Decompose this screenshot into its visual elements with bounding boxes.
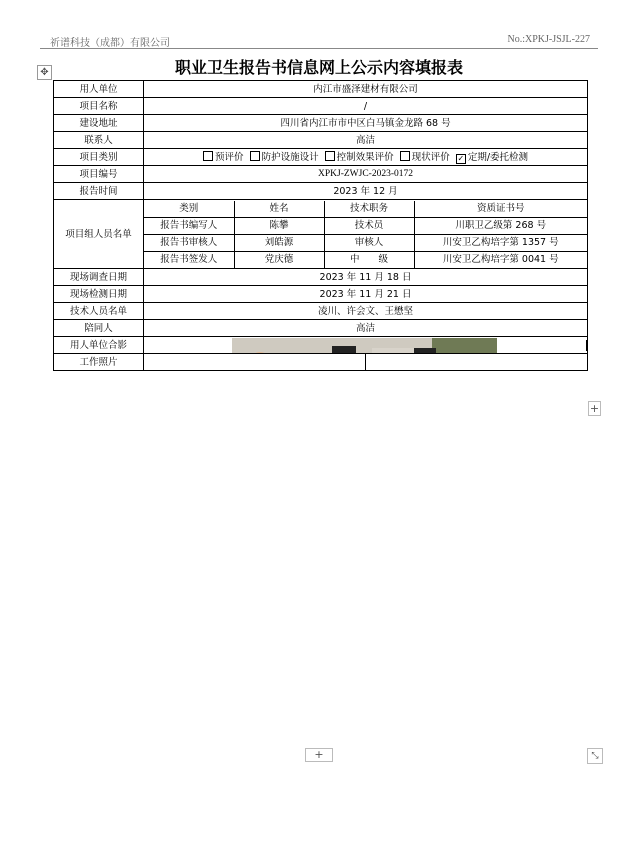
header-doc-number: No.:XPKJ-JSJL-227 [507, 34, 590, 45]
checkbox-icon[interactable] [203, 151, 213, 161]
escort-value[interactable]: 高洁 [144, 320, 588, 337]
team-header-row [144, 201, 587, 218]
category-option[interactable]: 控制效果评价 [322, 152, 394, 163]
project-name-label: 项目名称 [54, 98, 144, 115]
category-option[interactable]: 现状评价 [397, 152, 450, 163]
category-option[interactable]: ✓ 定期/委托检测 [457, 151, 529, 163]
team-cell[interactable]: 报告书编写人 [144, 217, 234, 234]
project-no-label: 项目编号 [54, 166, 144, 183]
team-label: 项目组人员名单 [54, 200, 144, 269]
team-header: 技术职务 [324, 201, 414, 218]
table-row [54, 269, 588, 286]
team-subtable-cell [144, 200, 588, 269]
team-cell[interactable]: 党庆德 [234, 251, 324, 268]
add-row-plus-icon[interactable]: + [305, 748, 333, 762]
header-divider [40, 48, 598, 49]
group-photo-label: 用人单位合影 [54, 337, 144, 354]
table-row [54, 320, 588, 337]
document-title: 职业卫生报告书信息网上公示内容填报表 [174, 58, 463, 77]
header-company: 祈谱科技（成都）有限公司 [50, 38, 170, 49]
contact-value[interactable]: 高洁 [144, 132, 588, 149]
table-row [54, 98, 588, 115]
team-cell[interactable]: 技术员 [324, 217, 414, 234]
table-resize-icon[interactable]: ⤡ [587, 748, 603, 764]
escort-label: 陪同人 [54, 320, 144, 337]
table-row [54, 132, 588, 149]
project-name-value[interactable]: / [144, 98, 588, 115]
table-row [54, 337, 588, 354]
report-time-label: 报告时间 [54, 183, 144, 200]
test-date-value[interactable]: 2023 年 11 月 21 日 [144, 286, 588, 303]
report-time-value[interactable]: 2023 年 12 月 [144, 183, 588, 200]
address-value[interactable]: 四川省内江市市中区白马镇金龙路 68 号 [144, 115, 588, 132]
table-row [54, 354, 588, 371]
category-options [144, 149, 588, 166]
team-row [144, 234, 587, 251]
team-cell[interactable]: 刘皓源 [234, 234, 324, 251]
employer-value[interactable]: 内江市盛泽建材有限公司 [144, 81, 588, 98]
survey-date-value[interactable]: 2023 年 11 月 18 日 [144, 269, 588, 286]
team-cell[interactable]: 川职卫乙级第 268 号 [414, 217, 587, 234]
table-row [54, 166, 588, 183]
team-cell[interactable]: 中 级 [324, 251, 414, 268]
team-header: 类别 [144, 201, 234, 218]
contact-label: 联系人 [54, 132, 144, 149]
team-header: 资质证书号 [414, 201, 587, 218]
project-no-value[interactable]: XPKJ-ZWJC-2023-0172 [144, 166, 588, 183]
employer-label: 用人单位 [54, 81, 144, 98]
table-row [54, 200, 588, 269]
table-row [54, 183, 588, 200]
add-column-plus-icon[interactable]: + [589, 402, 600, 415]
work-photo-cell-right [366, 354, 588, 371]
team-cell[interactable]: 报告书审核人 [144, 234, 234, 251]
team-cell[interactable]: 川安卫乙构培字第 0041 号 [414, 251, 587, 268]
team-row [144, 217, 587, 234]
tech-staff-label: 技术人员名单 [54, 303, 144, 320]
work-photo-label: 工作照片 [54, 354, 144, 371]
category-option[interactable]: 防护设施设计 [247, 152, 319, 163]
category-label: 项目类别 [54, 149, 144, 166]
table-row [54, 149, 588, 166]
checked-checkbox-icon[interactable]: ✓ [457, 153, 465, 163]
work-photo-cell-left [144, 354, 366, 371]
checkbox-icon[interactable] [325, 151, 335, 161]
table-move-handle-icon[interactable]: ✥ [37, 65, 52, 80]
text-cursor [586, 340, 588, 351]
table-row [54, 286, 588, 303]
team-row [144, 251, 587, 268]
team-cell[interactable]: 陈攀 [234, 217, 324, 234]
team-cell[interactable]: 审核人 [324, 234, 414, 251]
address-label: 建设地址 [54, 115, 144, 132]
team-cell[interactable]: 报告书签发人 [144, 251, 234, 268]
category-option[interactable]: 预评价 [203, 152, 244, 163]
group-photo-cell [144, 337, 588, 354]
team-cell[interactable]: 川安卫乙构培字第 1357 号 [414, 234, 587, 251]
table-row [54, 81, 588, 98]
tech-staff-value[interactable]: 凌川、许会文、王懋坚 [144, 303, 588, 320]
group-photo [232, 338, 497, 354]
team-header: 姓名 [234, 201, 324, 218]
team-subtable [144, 201, 587, 268]
table-row [54, 115, 588, 132]
checkbox-icon[interactable] [400, 151, 410, 161]
survey-date-label: 现场调查日期 [54, 269, 144, 286]
info-table [53, 80, 588, 371]
checkbox-icon[interactable] [250, 151, 260, 161]
test-date-label: 现场检测日期 [54, 286, 144, 303]
table-row [54, 303, 588, 320]
